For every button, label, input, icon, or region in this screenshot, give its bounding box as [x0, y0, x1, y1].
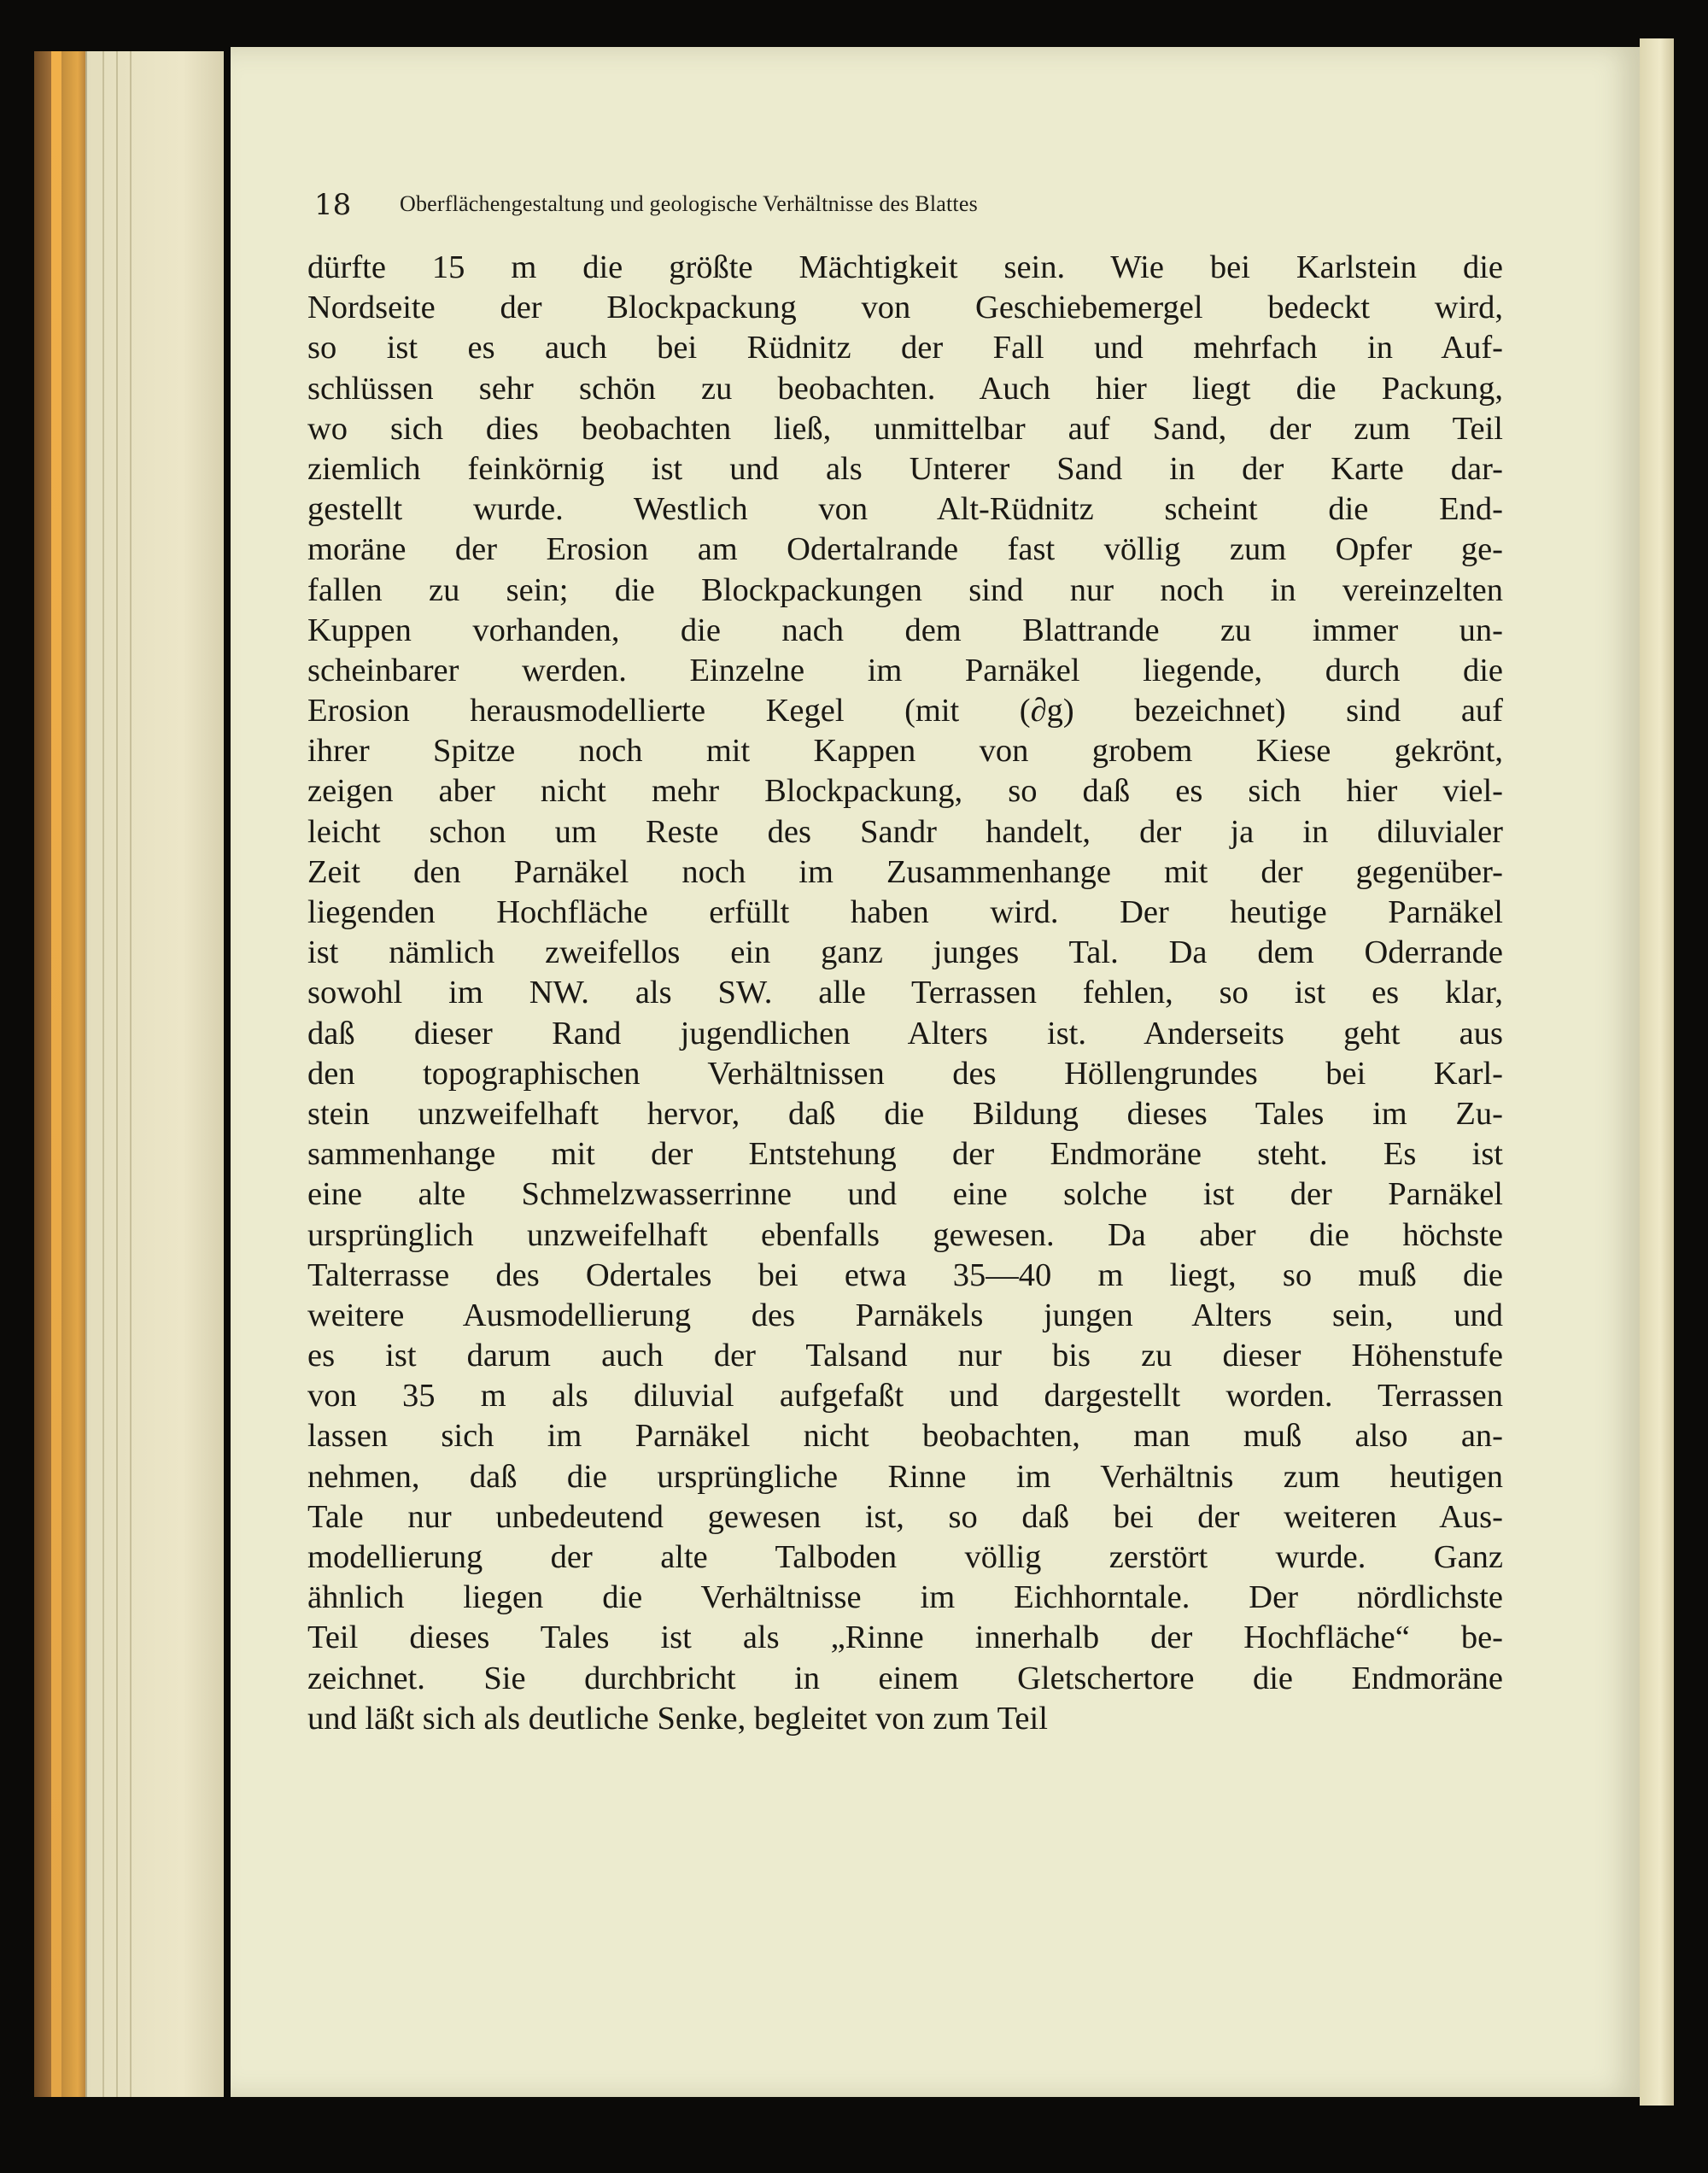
text-line: ihrer Spitze noch mit Kappen von grobem Kiese gekrönt,	[307, 733, 1503, 770]
body-text	[307, 248, 1503, 1739]
text-line: Tale nur unbedeutend gewesen ist, so daß bei der weiteren Aus-	[307, 1498, 1503, 1535]
text-line: ist nämlich zweifellos ein ganz junges Tal. Da dem Oderrande	[307, 934, 1503, 971]
text-line: eine alte Schmelzwasserrinne und eine solche ist der Parnäkel	[307, 1176, 1503, 1213]
text-line: Teil dieses Tales ist als „Rinne innerhalb der Hochfläche“ be-	[307, 1620, 1503, 1656]
text-line: gestellt wurde. Westlich von Alt-Rüdnitz scheint die End-	[307, 491, 1503, 528]
spine-edge	[51, 51, 61, 2097]
text-line: zeichnet. Sie durchbricht in einem Gletschertore die Endmoräne	[307, 1660, 1503, 1696]
text-line: sowohl im NW. als SW. alle Terrassen fehlen, so ist es klar,	[307, 975, 1503, 1011]
text-line: wo sich dies beobachten ließ, unmittelbar auf Sand, der zum Teil	[307, 410, 1503, 447]
text-line: Talterrasse des Odertales bei etwa 35—40 m liegt, so muß die	[307, 1256, 1503, 1293]
text-line: Zeit den Parnäkel noch im Zusammenhange mit der gegenüber-	[307, 853, 1503, 890]
text-line: schlüssen sehr schön zu beobachten. Auch hier liegt die Packung,	[307, 370, 1503, 407]
text-line: dürfte 15 m die größte Mächtigkeit sein. Wie bei Karlstein die	[307, 249, 1503, 285]
text-line: ziemlich feinkörnig ist und als Unterer Sand in der Karte dar-	[307, 450, 1503, 487]
page-number: 18	[314, 188, 352, 222]
text-line: weitere Ausmodellierung des Parnäkels jungen Alters sein, und	[307, 1297, 1503, 1333]
text-line: von 35 m als diluvial aufgefaßt und dargestellt worden. Terrassen	[307, 1378, 1503, 1414]
text-line: ähnlich liegen die Verhältnisse im Eichhorntale. Der nördlichste	[307, 1579, 1503, 1616]
running-title: Oberflächengestaltung und geologische Verhältnisse des Blattes	[400, 191, 978, 216]
text-line: lassen sich im Parnäkel nicht beobachten, man muß also an-	[307, 1418, 1503, 1455]
text-line: liegenden Hochfläche erfüllt haben wird. Der heutige Parnäkel	[307, 894, 1503, 930]
page-header	[314, 186, 1467, 229]
text-line: nehmen, daß die ursprüngliche Rinne im Verhältnis zum heutigen	[307, 1458, 1503, 1495]
right-page-edge	[1640, 38, 1674, 2106]
left-page-edge	[85, 51, 224, 2097]
text-line: den topographischen Verhältnissen des Höllengrundes bei Karl-	[307, 1055, 1503, 1092]
text-line: leicht schon um Reste des Sandr handelt, der ja in diluvialer	[307, 813, 1503, 850]
text-line: Nordseite der Blockpackung von Geschiebemergel bedeckt wird,	[307, 290, 1503, 326]
text-line: ursprünglich unzweifelhaft ebenfalls gewesen. Da aber die höchste	[307, 1216, 1503, 1253]
text-line: fallen zu sein; die Blockpackungen sind nur noch in vereinzelten	[307, 571, 1503, 608]
text-line: so ist es auch bei Rüdnitz der Fall und mehrfach in Auf-	[307, 330, 1503, 366]
text-line: sammenhange mit der Entstehung der Endmoräne steht. Es ist	[307, 1136, 1503, 1173]
text-line: und läßt sich als deutliche Senke, begleitet von zum Teil	[307, 1700, 1048, 1737]
text-line: es ist darum auch der Talsand nur bis zu dieser Höhenstufe	[307, 1338, 1503, 1374]
text-line: daß dieser Rand jugendlichen Alters ist. Anderseits geht aus	[307, 1015, 1503, 1051]
text-line: Kuppen vorhanden, die nach dem Blattrande zu immer un-	[307, 612, 1503, 648]
text-line: moräne der Erosion am Odertalrande fast völlig zum Opfer ge-	[307, 531, 1503, 568]
text-line: Erosion herausmodellierte Kegel (mit (∂g) bezeichnet) sind auf	[307, 693, 1503, 729]
text-line: scheinbarer werden. Einzelne im Parnäkel liegende, durch die	[307, 652, 1503, 688]
text-line: stein unzweifelhaft hervor, daß die Bildung dieses Tales im Zu-	[307, 1095, 1503, 1132]
text-line: zeigen aber nicht mehr Blockpackung, so daß es sich hier viel-	[307, 773, 1503, 810]
text-line: modellierung der alte Talboden völlig zerstört wurde. Ganz	[307, 1539, 1503, 1575]
